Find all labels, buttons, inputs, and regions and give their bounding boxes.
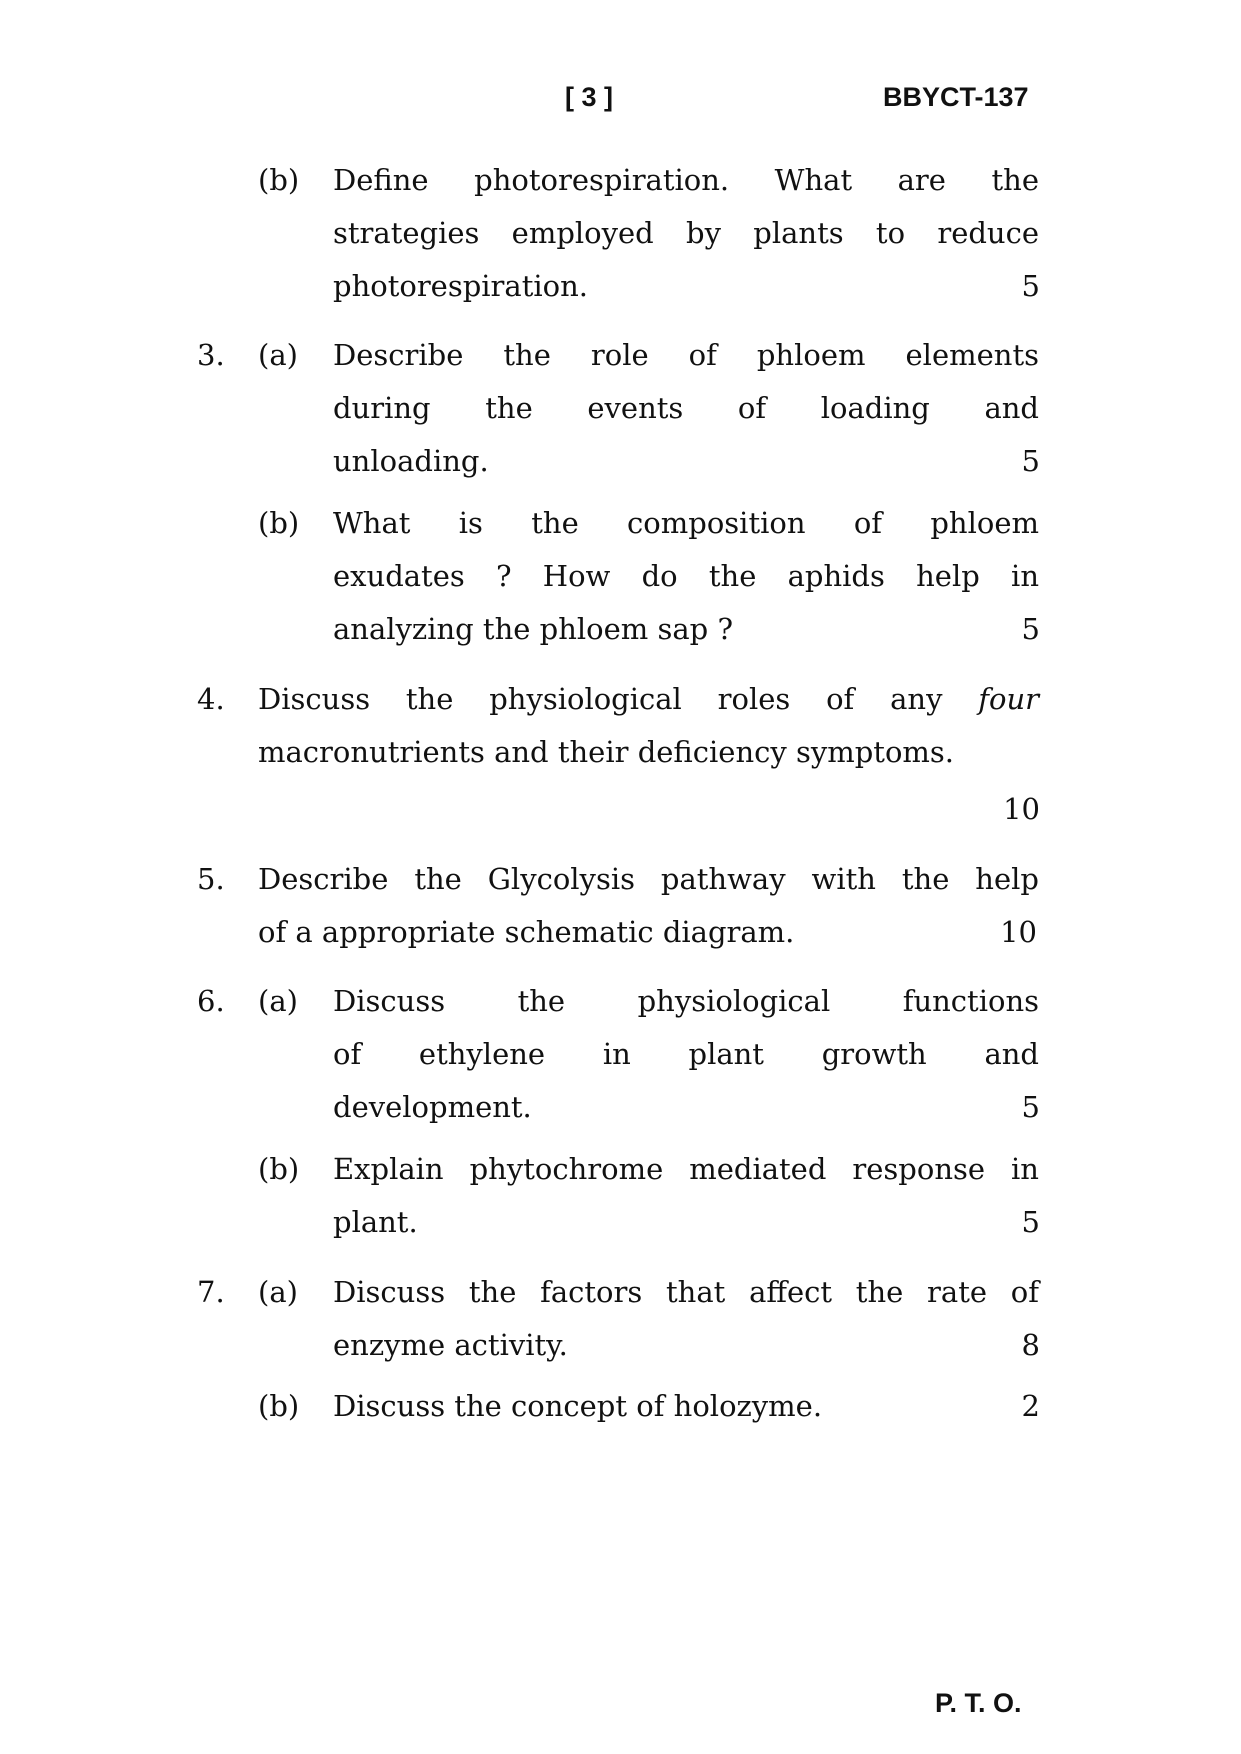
question-line: Discuss the physiological functions <box>333 984 1039 1018</box>
question-line: macronutrients and their deficiency symptoms. <box>258 735 954 769</box>
question-line: Define photorespiration. What are the <box>333 163 1039 197</box>
emphasized-word: four <box>978 682 1039 716</box>
question-text: Discuss the physiological roles of any <box>258 682 979 716</box>
question-line: unloading. <box>333 444 489 478</box>
question-number: 5. <box>197 862 225 896</box>
question-line: exudates ? How do the aphids help in <box>333 559 1039 593</box>
subpart-label: (a) <box>258 338 298 372</box>
question-line: Describe the role of phloem elements <box>333 338 1039 372</box>
question-line: Describe the Glycolysis pathway with the help <box>258 862 1039 896</box>
subpart-label: (a) <box>258 1275 298 1309</box>
marks: 10 <box>1003 792 1040 826</box>
question-line: analyzing the phloem sap ? <box>333 612 733 646</box>
subpart-label: (b) <box>258 506 300 540</box>
question-line: What is the composition of phloem <box>333 506 1039 540</box>
marks: 5 <box>1021 444 1040 478</box>
question-number: 3. <box>197 338 225 372</box>
marks: 5 <box>1021 612 1040 646</box>
question-line <box>258 682 1039 716</box>
question-number: 6. <box>197 984 225 1018</box>
marks: 10 <box>1000 915 1037 949</box>
question-line: Discuss the factors that affect the rate of <box>333 1275 1039 1309</box>
marks: 5 <box>1021 269 1040 303</box>
marks: 2 <box>1021 1389 1040 1423</box>
subpart-label: (b) <box>258 1152 300 1186</box>
question-line: during the events of loading and <box>333 391 1039 425</box>
paper-code: BBYCT-137 <box>883 82 1029 112</box>
question-number: 7. <box>197 1275 225 1309</box>
marks: 8 <box>1021 1328 1040 1362</box>
question-line: development. <box>333 1090 532 1124</box>
subpart-label: (b) <box>258 163 300 197</box>
question-line: Discuss the concept of holozyme. <box>333 1389 823 1423</box>
marks: 5 <box>1021 1090 1040 1124</box>
question-line: plant. <box>333 1205 418 1239</box>
question-line: of ethylene in plant growth and <box>333 1037 1039 1071</box>
question-line: enzyme activity. <box>333 1328 568 1362</box>
question-line: Explain phytochrome mediated response in <box>333 1152 1039 1186</box>
question-number: 4. <box>197 682 225 716</box>
question-line: photorespiration. <box>333 269 588 303</box>
subpart-label: (a) <box>258 984 298 1018</box>
marks: 5 <box>1021 1205 1040 1239</box>
subpart-label: (b) <box>258 1389 300 1423</box>
page-number: [ 3 ] <box>565 82 614 112</box>
question-line: strategies employed by plants to reduce <box>333 216 1039 250</box>
question-line: of a appropriate schematic diagram. <box>258 915 795 949</box>
please-turn-over: P. T. O. <box>935 1688 1022 1718</box>
